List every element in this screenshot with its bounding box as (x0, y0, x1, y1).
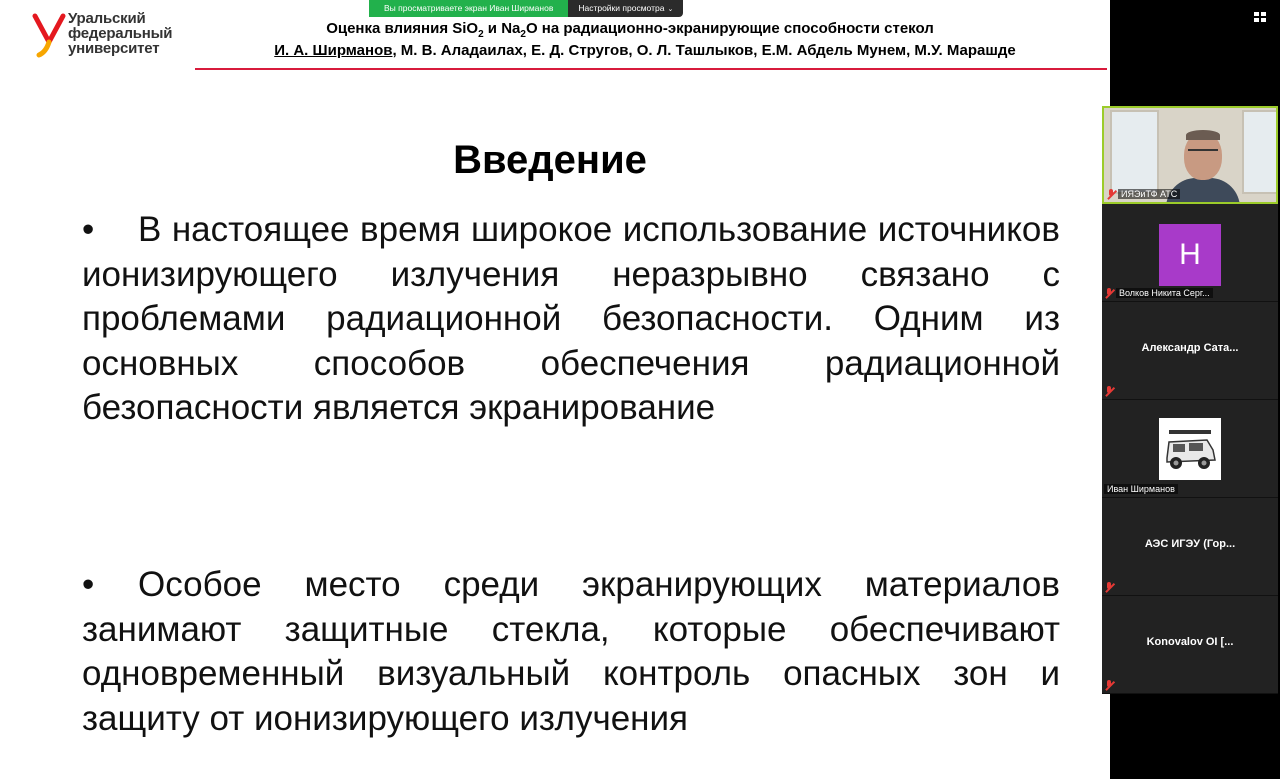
gallery-view-icon[interactable] (1254, 12, 1268, 22)
mic-muted-icon (1104, 582, 1114, 592)
title-part-1: Оценка влияния SiO (326, 20, 479, 37)
participant-display-name: Александр Сата... (1141, 342, 1239, 354)
logo-line-2: федеральный (68, 25, 173, 42)
intro-paragraph-1 (82, 208, 1060, 431)
logo-line-1: Уральский (68, 10, 146, 27)
participant-name-tag (1104, 386, 1116, 396)
urfu-logo-icon (32, 12, 66, 58)
view-options-button[interactable] (568, 0, 683, 17)
view-options-label: Настройки просмотра (578, 3, 665, 13)
title-subscript-2: 2 (520, 29, 526, 40)
participant-tile[interactable] (1102, 204, 1278, 302)
bullet-1: • (82, 210, 95, 249)
car-avatar-icon (1159, 418, 1221, 480)
logo-line-3: университет (68, 40, 160, 57)
participant-gallery (1102, 106, 1278, 694)
co-authors: , М. В. Аладаилах, Е. Д. Стругов, О. Л. Ташлыков, Е.М. Абдель Мунем, М.У. Марашде (392, 42, 1016, 59)
paragraph-2-text: Особое место среди экранирующих материалов занимают защитные стекла, которые обеспечивают одновременный визуальный контроль опасных зон и защиту от ионизирующего излучения (82, 565, 1060, 738)
participant-display-name: АЭС ИГЭУ (Гор... (1144, 538, 1236, 550)
participant-name-tag: Волков Никита Серг... (1104, 288, 1213, 298)
paragraph-1-text: В настоящее время широкое использование источников ионизирующего излучения неразрывно связано с проблемами радиационной безопасности. Одним из основных способов обеспечения радиационной безопасности является экранирование (82, 210, 1060, 427)
participant-tile[interactable] (1102, 302, 1278, 400)
bullet-2: • (82, 565, 95, 604)
title-part-2: и Na (483, 20, 521, 37)
presenting-author: И. А. Ширманов (274, 42, 393, 59)
participant-tile[interactable] (1102, 400, 1278, 498)
mic-muted-icon (1106, 189, 1116, 199)
participant-tile[interactable] (1102, 596, 1278, 694)
participant-tile-active-speaker[interactable] (1102, 106, 1278, 204)
participant-name-tag (1104, 582, 1116, 592)
slide-heading: Введение (453, 138, 647, 182)
participant-name-tag: ИЯЭиТФ АТС (1106, 189, 1180, 199)
chevron-down-icon: ⌄ (667, 6, 674, 13)
avatar: Н (1159, 224, 1221, 286)
participant-tile[interactable] (1102, 498, 1278, 596)
participant-name-tag: Иван Ширманов (1104, 484, 1178, 494)
title-part-3: O на радиационно-экранирующие способности стекол (525, 20, 934, 37)
title-subscript-1: 2 (478, 29, 484, 40)
university-name (68, 11, 188, 56)
slide-title (180, 20, 1080, 40)
header-divider (195, 68, 1107, 70)
participant-name-tag (1104, 680, 1116, 690)
mic-muted-icon (1104, 386, 1114, 396)
participant-video (1104, 108, 1276, 202)
viewing-screen-notice: Вы просматриваете экран Иван Ширманов (369, 0, 568, 17)
intro-paragraph-2 (82, 563, 1060, 741)
mic-muted-icon (1104, 680, 1114, 690)
screen-share-banner (369, 0, 683, 17)
participant-display-name: Konovalov OI [... (1146, 636, 1234, 648)
slide-authors (180, 42, 1110, 59)
mic-muted-icon (1104, 288, 1114, 298)
